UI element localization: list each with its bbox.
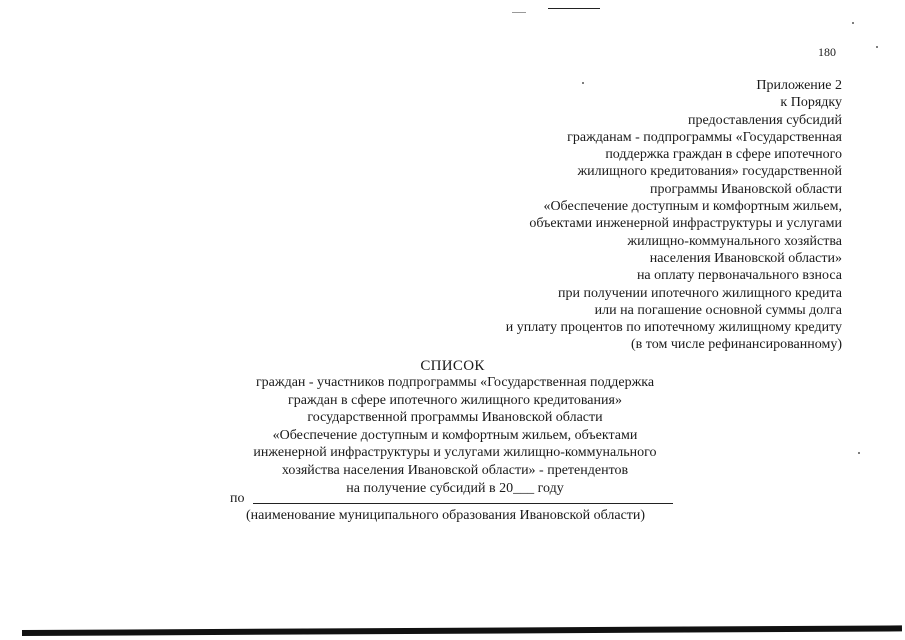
appendix-line: гражданам - подпрограммы «Государственная [567,129,842,145]
appendix-line: населения Ивановской области» [649,250,842,266]
scan-speck [858,452,860,454]
appendix-line: Приложение 2 [756,78,842,93]
appendix-line: к Порядку [780,95,842,111]
appendix-header [506,77,842,354]
list-line: государственной программы Ивановской области [307,410,603,426]
municipality-fill-row [230,491,245,507]
list-description [200,374,710,497]
appendix-line: предоставления субсидий [687,112,842,128]
list-line: на получение субсидий в 20___ году [346,480,564,496]
appendix-line: или на погашение основной суммы долга [594,302,842,318]
list-line: хозяйства населения Ивановской области» - претендентов [281,462,629,478]
scan-speck [582,82,584,84]
appendix-line: и уплату процентов по ипотечному жилищному кредиту [505,320,842,336]
municipality-caption: (наименование муниципального образования Ивановской области) [246,508,646,523]
appendix-line: при получении ипотечного жилищного кредита [558,285,842,301]
appendix-line: жилищно-коммунального хозяйства [627,233,842,249]
appendix-line: программы Ивановской области [650,181,842,197]
po-label: по [230,491,245,506]
page-number: 180 [818,45,836,59]
municipality-blank-line [253,503,673,504]
scan-speck [852,22,854,24]
appendix-line: «Обеспечение доступным и комфортным жильем, [543,199,842,215]
list-title: СПИСОК [420,358,485,374]
scan-mark-line [548,8,600,9]
list-line: «Обеспечение доступным и комфортным жильем, объектами [272,427,638,443]
list-line: инженерной инфраструктуры и услугами жилищно-коммунального [253,445,657,461]
list-line: граждан в сфере ипотечного жилищного кредитования» [288,392,622,408]
list-line: граждан - участников подпрограммы «Государственная поддержка [255,375,655,390]
appendix-line: объектами инженерной инфраструктуры и услугами [529,216,842,232]
scan-speck [876,46,878,48]
appendix-line: (в том числе рефинансированному) [631,337,842,353]
appendix-line: на оплату первоначального взноса [636,268,842,284]
scan-mark-line [512,12,526,13]
appendix-line: поддержка граждан в сфере ипотечного [605,147,842,163]
scan-edge-band [22,625,902,636]
appendix-line: жилищного кредитования» государственной [577,164,842,180]
